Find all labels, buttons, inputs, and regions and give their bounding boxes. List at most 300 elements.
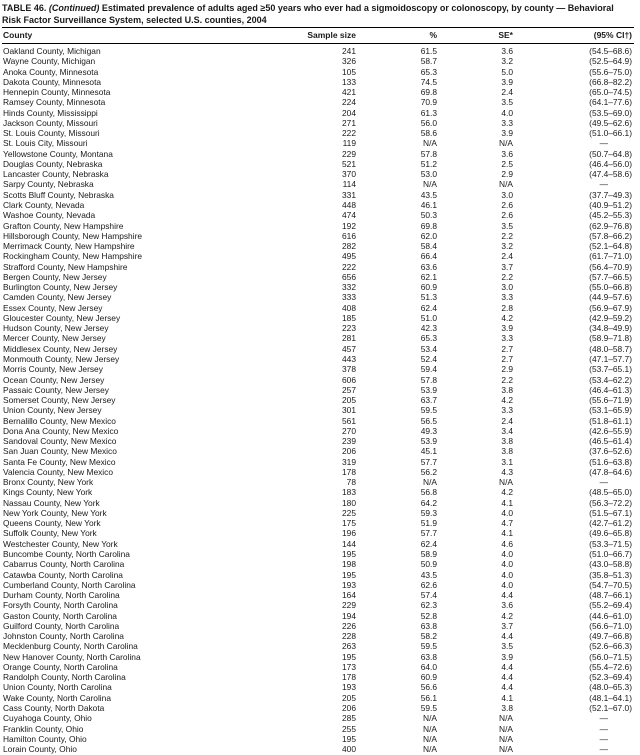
county-cell: Sarpy County, Nebraska (3, 179, 94, 190)
table-row (2, 498, 634, 508)
se-cell: 4.1 (501, 528, 513, 539)
se-cell: 3.3 (501, 117, 513, 128)
percent-cell: 59.4 (420, 364, 437, 375)
ci-cell: (57.7–66.5) (589, 271, 632, 282)
percent-cell: 51.0 (420, 312, 437, 323)
table-row (2, 611, 634, 621)
percent-cell: 62.6 (420, 579, 437, 590)
county-cell: Camden County, New Jersey (3, 292, 112, 303)
se-cell: 2.9 (501, 364, 513, 375)
percent-cell: 50.9 (420, 559, 437, 570)
percent-cell: 43.5 (420, 189, 437, 200)
se-cell: 2.5 (501, 158, 513, 169)
table-row (2, 672, 634, 682)
percent-cell: N/A (423, 138, 437, 149)
table-row (2, 528, 634, 538)
percent-cell: 53.9 (420, 384, 437, 395)
county-cell: San Juan County, New Mexico (3, 446, 117, 457)
county-cell: Randolph County, North Carolina (3, 672, 126, 683)
sample-size-cell: 282 (342, 241, 356, 252)
table-row (2, 559, 634, 569)
sample-size-cell: 239 (342, 436, 356, 447)
table-row (2, 313, 634, 323)
county-cell: Guilford County, North Carolina (3, 620, 120, 631)
table-row (2, 436, 634, 446)
county-cell: Buncombe County, North Carolina (3, 549, 130, 560)
ci-cell: (51.8–61.1) (589, 415, 632, 426)
county-cell: Hudson County, New Jersey (3, 323, 109, 334)
ci-cell: (49.5–62.6) (589, 117, 632, 128)
percent-cell: 49.3 (420, 425, 437, 436)
percent-cell: 52.8 (420, 610, 437, 621)
county-cell: Westchester County, New York (3, 538, 118, 549)
se-cell: 4.7 (501, 518, 513, 529)
sample-size-cell: 206 (342, 446, 356, 457)
sample-size-cell: 606 (342, 374, 356, 385)
county-cell: Burlington County, New Jersey (3, 282, 118, 293)
se-cell: 3.3 (501, 405, 513, 416)
ci-cell: (65.0–74.5) (589, 87, 632, 98)
se-cell: 4.2 (501, 395, 513, 406)
se-cell: N/A (499, 713, 513, 724)
ci-cell: (54.5–68.6) (589, 46, 632, 56)
table-row (2, 200, 634, 210)
county-cell: Washoe County, Nevada (3, 210, 96, 221)
table-row (2, 744, 634, 754)
se-cell: 2.2 (501, 230, 513, 241)
percent-cell: 57.7 (420, 456, 437, 467)
table-row (2, 272, 634, 282)
sample-size-cell: 281 (342, 333, 356, 344)
percent-cell: 56.6 (420, 682, 437, 693)
se-cell: 2.7 (501, 353, 513, 364)
ci-cell: (45.2–55.3) (589, 210, 632, 221)
table-body (2, 44, 634, 755)
ci-cell: (34.8–49.9) (589, 323, 632, 334)
table-row (2, 590, 634, 600)
county-cell: Hillsborough County, New Hampshire (3, 230, 143, 241)
percent-cell: N/A (423, 179, 437, 190)
ci-cell: (53.1–65.9) (589, 405, 632, 416)
percent-cell: N/A (423, 744, 437, 755)
percent-cell: 56.8 (420, 487, 437, 498)
sample-size-cell: 185 (342, 312, 356, 323)
county-cell: Lancaster County, Nebraska (3, 169, 109, 180)
county-cell: Middlesex County, New Jersey (3, 343, 118, 354)
table-row (2, 292, 634, 302)
se-cell: N/A (499, 477, 513, 488)
se-cell: 3.8 (501, 436, 513, 447)
prevalence-table (2, 27, 634, 754)
county-cell: Kings County, New York (3, 487, 93, 498)
sample-size-cell: 119 (342, 138, 356, 149)
ci-cell: (55.2–69.4) (589, 600, 632, 611)
sample-size-cell: 206 (342, 703, 356, 713)
ci-cell: (48.1–64.1) (589, 692, 632, 703)
sample-size-cell: 195 (342, 549, 356, 560)
se-cell: N/A (499, 138, 513, 149)
table-row (2, 518, 634, 528)
sample-size-cell: 204 (342, 107, 356, 118)
table-row (2, 118, 634, 128)
county-cell: Cass County, North Dakota (3, 703, 105, 713)
ci-cell: (47.1–57.7) (589, 353, 632, 364)
sample-size-cell: 443 (342, 353, 356, 364)
sample-size-cell: 178 (342, 466, 356, 477)
table-row (2, 282, 634, 292)
percent-cell: 58.4 (420, 241, 437, 252)
table-row (2, 44, 634, 57)
sample-size-cell: 408 (342, 302, 356, 313)
table-row (2, 262, 634, 272)
sample-size-cell: 474 (342, 210, 356, 221)
ci-cell: (42.7–61.2) (589, 518, 632, 529)
sample-size-cell: 192 (342, 220, 356, 231)
se-cell: 4.6 (501, 538, 513, 549)
county-cell: Douglas County, Nebraska (3, 158, 103, 169)
se-cell: 4.0 (501, 569, 513, 580)
se-cell: 3.8 (501, 384, 513, 395)
percent-cell: 69.8 (420, 87, 437, 98)
table-row (2, 580, 634, 590)
ci-cell: (37.6–52.6) (589, 446, 632, 457)
county-cell: Lorain County, Ohio (3, 744, 77, 755)
sample-size-cell: 175 (342, 518, 356, 529)
se-cell: 4.4 (501, 631, 513, 642)
sample-size-cell: 521 (342, 158, 356, 169)
county-cell: Anoka County, Minnesota (3, 66, 99, 77)
sample-size-cell: 223 (342, 323, 356, 334)
county-cell: Valencia County, New Mexico (3, 466, 114, 477)
percent-cell: 57.4 (420, 590, 437, 601)
se-cell: 2.2 (501, 271, 513, 282)
ci-cell: (62.9–76.8) (589, 220, 632, 231)
ci-cell: (51.5–67.1) (589, 507, 632, 518)
ci-cell: (56.3–72.2) (589, 497, 632, 508)
table-row (2, 487, 634, 497)
se-cell: 5.0 (501, 66, 513, 77)
sample-size-cell: 222 (342, 261, 356, 272)
percent-cell: 61.3 (420, 107, 437, 118)
sample-size-cell: 193 (342, 579, 356, 590)
county-cell: Somerset County, New Jersey (3, 395, 116, 406)
se-cell: 3.8 (501, 446, 513, 457)
se-cell: 2.6 (501, 199, 513, 210)
sample-size-cell: 285 (342, 713, 356, 724)
percent-cell: 57.8 (420, 148, 437, 159)
percent-cell: 70.9 (420, 97, 437, 108)
percent-cell: 43.5 (420, 569, 437, 580)
county-cell: Johnston County, North Carolina (3, 631, 124, 642)
sample-size-cell: 378 (342, 364, 356, 375)
se-cell: 4.0 (501, 559, 513, 570)
column-header-percent: % (358, 28, 439, 44)
sample-size-cell: 224 (342, 97, 356, 108)
ci-cell: (53.4–62.2) (589, 374, 632, 385)
ci-cell: (51.0–66.7) (589, 549, 632, 560)
county-cell: Franklin County, Ohio (3, 723, 84, 734)
percent-cell: 74.5 (420, 76, 437, 87)
table-row (2, 375, 634, 385)
se-cell: 4.4 (501, 590, 513, 601)
ci-cell: — (599, 713, 608, 724)
ci-cell: (54.7–70.5) (589, 579, 632, 590)
percent-cell: 62.0 (420, 230, 437, 241)
county-cell: Ramsey County, Minnesota (3, 97, 106, 108)
county-cell: Morris County, New Jersey (3, 364, 103, 375)
table-row (2, 426, 634, 436)
se-cell: 3.9 (501, 128, 513, 139)
ci-cell: (55.0–66.8) (589, 282, 632, 293)
sample-size-cell: 370 (342, 169, 356, 180)
se-cell: 2.8 (501, 302, 513, 313)
percent-cell: 58.9 (420, 549, 437, 560)
county-cell: Oakland County, Michigan (3, 46, 101, 56)
se-cell: 4.4 (501, 661, 513, 672)
table-row (2, 621, 634, 631)
se-cell: 4.4 (501, 682, 513, 693)
county-cell: Cumberland County, North Carolina (3, 579, 136, 590)
ci-cell: (48.7–66.1) (589, 590, 632, 601)
sample-size-cell: 400 (342, 744, 356, 755)
table-row (2, 138, 634, 148)
ci-cell: (42.6–55.9) (589, 425, 632, 436)
percent-cell: 46.1 (420, 199, 437, 210)
table-row (2, 682, 634, 692)
column-header-se: SE* (439, 28, 515, 44)
se-cell: 2.4 (501, 87, 513, 98)
county-cell: Forsyth County, North Carolina (3, 600, 118, 611)
ci-cell: (40.9–51.2) (589, 199, 632, 210)
table-row (2, 693, 634, 703)
ci-cell: (56.6–71.0) (589, 620, 632, 631)
sample-size-cell: 195 (342, 569, 356, 580)
ci-cell: (48.0–65.3) (589, 682, 632, 693)
percent-cell: 69.8 (420, 220, 437, 231)
sample-size-cell: 173 (342, 661, 356, 672)
county-cell: Passaic County, New Jersey (3, 384, 109, 395)
ci-cell: (46.4–61.3) (589, 384, 632, 395)
sample-size-cell: 198 (342, 559, 356, 570)
se-cell: 4.1 (501, 692, 513, 703)
table-row (2, 662, 634, 672)
ci-cell: (56.9–67.9) (589, 302, 632, 313)
sample-size-cell: 333 (342, 292, 356, 303)
table-row (2, 323, 634, 333)
percent-cell: N/A (423, 713, 437, 724)
se-cell: 3.3 (501, 292, 513, 303)
se-cell: 3.9 (501, 76, 513, 87)
county-cell: Sandoval County, New Mexico (3, 436, 117, 447)
table-row (2, 97, 634, 107)
table-row (2, 87, 634, 97)
percent-cell: N/A (423, 733, 437, 744)
se-cell: N/A (499, 733, 513, 744)
table-row (2, 241, 634, 251)
ci-cell: — (599, 723, 608, 734)
county-cell: New York County, New York (3, 507, 107, 518)
table-row (2, 128, 634, 138)
ci-cell: (47.4–58.6) (589, 169, 632, 180)
county-cell: Hinds County, Mississippi (3, 107, 98, 118)
percent-cell: 52.4 (420, 353, 437, 364)
percent-cell: 66.4 (420, 251, 437, 262)
sample-size-cell: 263 (342, 641, 356, 652)
county-cell: Bronx County, New York (3, 477, 94, 488)
ci-cell: (35.8–51.3) (589, 569, 632, 580)
ci-cell: (51.6–63.8) (589, 456, 632, 467)
table-row (2, 570, 634, 580)
ci-cell: — (599, 138, 608, 149)
county-cell: Merrimack County, New Hampshire (3, 241, 135, 252)
ci-cell: (48.0–58.7) (589, 343, 632, 354)
ci-cell: (49.7–66.8) (589, 631, 632, 642)
table-continued-label: (Continued) (48, 3, 100, 13)
se-cell: 3.4 (501, 425, 513, 436)
sample-size-cell: 164 (342, 590, 356, 601)
table-row (2, 344, 634, 354)
county-cell: Bergen County, New Jersey (3, 271, 107, 282)
percent-cell: 53.0 (420, 169, 437, 180)
se-cell: 2.2 (501, 374, 513, 385)
county-cell: Grafton County, New Hampshire (3, 220, 124, 231)
table-row (2, 251, 634, 261)
percent-cell: 58.7 (420, 56, 437, 67)
table-row (2, 108, 634, 118)
sample-size-cell: 194 (342, 610, 356, 621)
sample-size-cell: 180 (342, 497, 356, 508)
ci-cell: — (599, 733, 608, 744)
table-row (2, 77, 634, 87)
percent-cell: 53.9 (420, 436, 437, 447)
se-cell: 4.3 (501, 466, 513, 477)
table-row (2, 395, 634, 405)
table-row (2, 385, 634, 395)
county-cell: Gloucester County, New Jersey (3, 312, 121, 323)
county-cell: Catawba County, North Carolina (3, 569, 123, 580)
percent-cell: 51.9 (420, 518, 437, 529)
ci-cell: (49.6–65.8) (589, 528, 632, 539)
ci-cell: (47.8–64.6) (589, 466, 632, 477)
table-row (2, 210, 634, 220)
percent-cell: 58.2 (420, 631, 437, 642)
county-cell: St. Louis City, Missouri (3, 138, 88, 149)
ci-cell: (58.9–71.8) (589, 333, 632, 344)
sample-size-cell: 78 (346, 477, 356, 488)
ci-cell: (52.1–67.0) (589, 703, 632, 713)
ci-cell: (55.4–72.6) (589, 661, 632, 672)
sample-size-cell: 133 (342, 76, 356, 87)
se-cell: 3.7 (501, 261, 513, 272)
table-header (2, 28, 634, 44)
ci-cell: (55.6–75.0) (589, 66, 632, 77)
county-cell: Dona Ana County, New Mexico (3, 425, 119, 436)
sample-size-cell: 331 (342, 189, 356, 200)
county-cell: Dakota County, Minnesota (3, 76, 102, 87)
percent-cell: 56.5 (420, 415, 437, 426)
sample-size-cell: 229 (342, 148, 356, 159)
table-row (2, 159, 634, 169)
sample-size-cell: 144 (342, 538, 356, 549)
ci-cell: (57.8–66.2) (589, 230, 632, 241)
se-cell: 4.0 (501, 549, 513, 560)
se-cell: 3.0 (501, 189, 513, 200)
table-row (2, 169, 634, 179)
table-label: TABLE 46. (2, 3, 47, 13)
table-row (2, 416, 634, 426)
se-cell: 3.3 (501, 333, 513, 344)
county-cell: Cuyahoga County, Ohio (3, 713, 92, 724)
county-cell: Mercer County, New Jersey (3, 333, 106, 344)
ci-cell: (55.6–71.9) (589, 395, 632, 406)
ci-cell: (52.3–69.4) (589, 672, 632, 683)
table-row (2, 539, 634, 549)
table-row (2, 652, 634, 662)
se-cell: 3.5 (501, 641, 513, 652)
se-cell: 2.7 (501, 343, 513, 354)
table-title-text: Estimated prevalence of adults aged ≥50 years who ever had a sigmoidoscopy or colonoscopy, by county — Behavioral Risk Factor Surveillance System, selected U.S. counties, 2004 (2, 3, 614, 25)
county-cell: Hamilton County, Ohio (3, 733, 87, 744)
county-cell: Wayne County, Michigan (3, 56, 96, 67)
ci-cell: (64.1–77.6) (589, 97, 632, 108)
sample-size-cell: 448 (342, 199, 356, 210)
county-cell: Bernalillo County, New Mexico (3, 415, 116, 426)
ci-cell: (46.5–61.4) (589, 436, 632, 447)
se-cell: N/A (499, 744, 513, 755)
se-cell: N/A (499, 179, 513, 190)
county-cell: Yellowstone County, Montana (3, 148, 113, 159)
ci-cell: — (599, 179, 608, 190)
table-row (2, 149, 634, 159)
county-cell: Hennepin County, Minnesota (3, 87, 111, 98)
sample-size-cell: 226 (342, 620, 356, 631)
ci-cell: (43.0–58.8) (589, 559, 632, 570)
sample-size-cell: 271 (342, 117, 356, 128)
table-row (2, 600, 634, 610)
percent-cell: N/A (423, 723, 437, 734)
ci-cell: (53.5–69.0) (589, 107, 632, 118)
county-cell: New Hanover County, North Carolina (3, 651, 141, 662)
county-cell: Ocean County, New Jersey (3, 374, 105, 385)
county-cell: Monmouth County, New Jersey (3, 353, 120, 364)
sample-size-cell: 183 (342, 487, 356, 498)
ci-cell: (37.7–49.3) (589, 189, 632, 200)
table-row (2, 457, 634, 467)
sample-size-cell: 270 (342, 425, 356, 436)
ci-cell: — (599, 744, 608, 755)
percent-cell: 58.6 (420, 128, 437, 139)
percent-cell: 45.1 (420, 446, 437, 457)
se-cell: 3.5 (501, 97, 513, 108)
ci-cell: — (599, 477, 608, 488)
percent-cell: N/A (423, 477, 437, 488)
sample-size-cell: 105 (342, 66, 356, 77)
county-cell: Scotts Bluff County, Nebraska (3, 189, 114, 200)
table-row (2, 508, 634, 518)
percent-cell: 56.1 (420, 692, 437, 703)
percent-cell: 61.5 (420, 46, 437, 56)
ci-cell: (52.1–64.8) (589, 241, 632, 252)
table-row (2, 67, 634, 77)
sample-size-cell: 178 (342, 672, 356, 683)
county-cell: Nassau County, New York (3, 497, 100, 508)
se-cell: N/A (499, 723, 513, 734)
page-title (2, 3, 634, 26)
county-cell: Essex County, New Jersey (3, 302, 103, 313)
table-row (2, 467, 634, 477)
percent-cell: 63.8 (420, 620, 437, 631)
county-cell: Mecklenburg County, North Carolina (3, 641, 138, 652)
